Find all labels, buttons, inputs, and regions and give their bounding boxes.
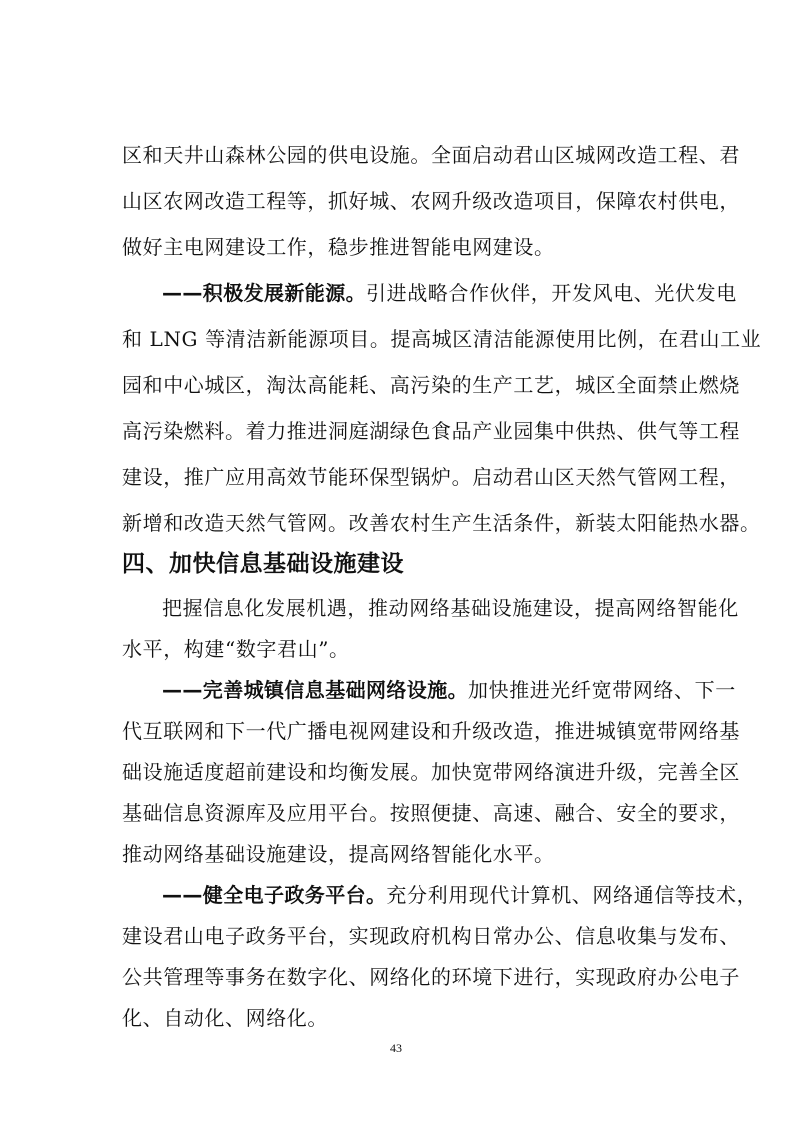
paragraph-line: 园和中心城区，淘汰高能耗、高污染的生产工艺，城区全面禁止燃烧 bbox=[122, 373, 740, 397]
paragraph-line: 推动网络基础设施建设，提高网络智能化水平。 bbox=[122, 842, 555, 866]
paragraph-line: 和 LNG 等清洁新能源项目。提高城区清洁能源使用比例，在君山工业 bbox=[122, 327, 762, 351]
paragraph-first-line bbox=[162, 880, 758, 910]
paragraph-text: 引进战略合作伙伴，开发风电、光伏发电 bbox=[366, 281, 737, 305]
paragraph-line: 公共管理等事务在数字化、网络化的环境下进行，实现政府办公电子 bbox=[122, 965, 740, 989]
paragraph-lead: ——积极发展新能源。 bbox=[162, 281, 366, 305]
paragraph-line: 础设施适度超前建设和均衡发展。加快宽带网络演进升级，完善全区 bbox=[122, 760, 740, 784]
paragraph-text: 充分利用现代计算机、网络通信等技术， bbox=[386, 883, 758, 907]
paragraph-line: 做好主电网建设工作，稳步推进智能电网建设。 bbox=[122, 235, 555, 259]
paragraph-line: 高污染燃料。着力推进洞庭湖绿色食品产业园集中供热、供气等工程 bbox=[122, 419, 740, 443]
paragraph-line: 把握信息化发展机遇，推动网络基础设施建设，提高网络智能化 bbox=[162, 596, 739, 620]
paragraph-line: 山区农网改造工程等，抓好城、农网升级改造项目，保障农村供电， bbox=[122, 189, 740, 213]
paragraph-line: 化、自动化、网络化。 bbox=[122, 1006, 328, 1030]
paragraph-line: 建设君山电子政务平台，实现政府机构日常办公、信息收集与发布、 bbox=[122, 924, 740, 948]
page-number: 43 bbox=[390, 1041, 402, 1055]
paragraph-text: 加快推进光纤宽带网络、下一 bbox=[468, 678, 736, 702]
paragraph-line: 建设，推广应用高效节能环保型锅炉。启动君山区天然气管网工程， bbox=[122, 465, 740, 489]
paragraph-lead: ——健全电子政务平台。 bbox=[162, 883, 387, 907]
paragraph-lead: ——完善城镇信息基础网络设施。 bbox=[162, 678, 468, 702]
paragraph-line: 新增和改造天然气管网。改善农村生产生活条件，新装太阳能热水器。 bbox=[122, 511, 761, 535]
paragraph-first-line bbox=[162, 675, 736, 705]
paragraph-line: 水平，构建“数字君山”。 bbox=[122, 637, 350, 661]
paragraph-first-line bbox=[162, 278, 737, 308]
section-heading: 四、加快信息基础设施建设 bbox=[122, 551, 404, 577]
paragraph-line: 基础信息资源库及应用平台。按照便捷、高速、融合、安全的要求， bbox=[122, 801, 740, 825]
paragraph-line: 区和天井山森林公园的供电设施。全面启动君山区城网改造工程、君 bbox=[122, 143, 740, 167]
paragraph-line: 代互联网和下一代广播电视网建设和升级改造，推进城镇宽带网络基 bbox=[122, 719, 740, 743]
